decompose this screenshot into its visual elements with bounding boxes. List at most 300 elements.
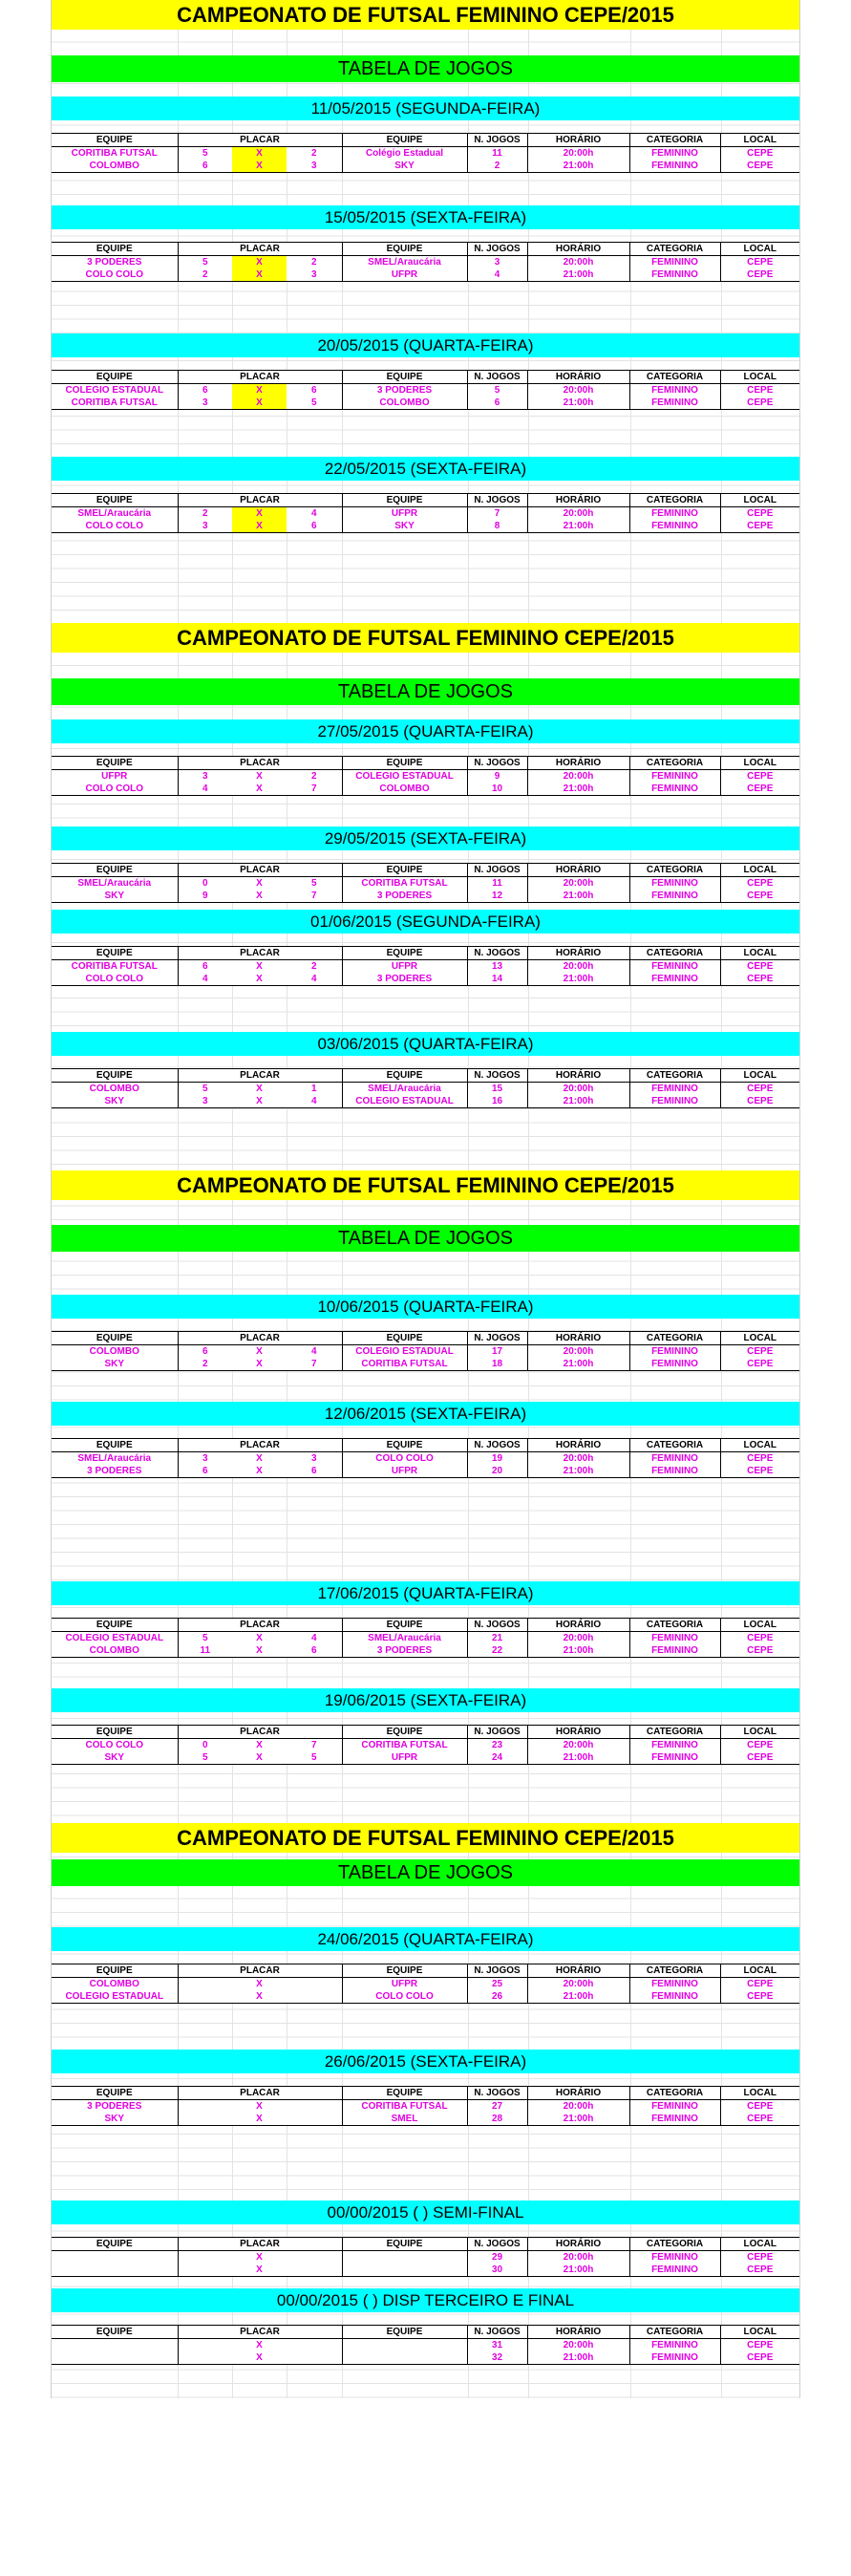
game-location: CEPE	[720, 520, 799, 533]
game-category: FEMININO	[629, 877, 720, 891]
match-day-date: 24/06/2015 (QUARTA-FEIRA)	[52, 1927, 799, 1951]
game-number: 9	[467, 770, 527, 784]
score-separator: X	[256, 2251, 263, 2263]
header-away-team: EQUIPE	[342, 371, 467, 384]
match-day-date: 20/05/2015 (QUARTA-FEIRA)	[52, 333, 799, 357]
away-score	[287, 2113, 342, 2126]
game-location: CEPE	[720, 890, 799, 903]
game-time: 20:00h	[527, 770, 629, 784]
header-time: HORÁRIO	[527, 1726, 629, 1739]
home-score: 9	[178, 890, 232, 903]
game-location: CEPE	[720, 268, 799, 282]
header-category: CATEGORIA	[629, 1726, 720, 1739]
score-separator: X	[256, 1083, 263, 1094]
home-team: COLO COLO	[52, 783, 178, 796]
home-score	[178, 2113, 232, 2126]
game-time: 20:00h	[527, 1083, 629, 1096]
home-team	[52, 2264, 178, 2277]
header-score: PLACAR	[178, 2238, 342, 2251]
game-row	[52, 2264, 799, 2277]
away-team: COLO COLO	[342, 1990, 467, 2004]
match-day-date: 00/00/2015 ( ) DISP TERCEIRO E FINAL	[52, 2288, 799, 2312]
game-location: CEPE	[720, 397, 799, 410]
away-team: SMEL/Araucária	[342, 1083, 467, 1096]
game-time: 20:00h	[527, 384, 629, 397]
away-score: 2	[310, 256, 317, 268]
game-time: 21:00h	[527, 1465, 629, 1478]
away-score	[287, 2251, 342, 2265]
score-separator: X	[256, 960, 263, 972]
championship-title: CAMPEONATO DE FUTSAL FEMININO CEPE/2015	[52, 623, 799, 653]
header-category: CATEGORIA	[629, 2238, 720, 2251]
score-separator: X	[256, 2100, 263, 2112]
game-category: FEMININO	[629, 397, 720, 410]
header-category: CATEGORIA	[629, 1964, 720, 1978]
match-day-date: 11/05/2015 (SEGUNDA-FEIRA)	[52, 97, 799, 120]
header-category: CATEGORIA	[629, 2326, 720, 2339]
home-team: COLO COLO	[52, 520, 178, 533]
home-team	[52, 2351, 178, 2365]
home-team: SMEL/Araucária	[77, 877, 152, 889]
away-team: COLEGIO ESTADUAL	[342, 1345, 467, 1359]
header-location: LOCAL	[720, 494, 799, 507]
game-row	[52, 1632, 799, 1645]
game-row	[52, 973, 799, 986]
home-score	[178, 1990, 232, 2004]
score-separator: X	[232, 268, 287, 282]
header-time: HORÁRIO	[527, 2238, 629, 2251]
home-team: COLEGIO ESTADUAL	[65, 384, 164, 396]
away-team: 3 PODERES	[342, 890, 467, 903]
game-category: FEMININO	[629, 1452, 720, 1466]
game-time: 21:00h	[527, 1358, 629, 1371]
header-home-team: EQUIPE	[52, 864, 178, 877]
game-category: FEMININO	[629, 1465, 720, 1478]
home-team: UFPR	[101, 770, 128, 782]
header-away-team: EQUIPE	[342, 757, 467, 770]
header-away-team: EQUIPE	[342, 947, 467, 960]
header-home-team: EQUIPE	[52, 947, 178, 960]
away-score	[287, 1990, 342, 2004]
game-number: 11	[467, 877, 527, 891]
home-score: 5	[178, 1751, 232, 1765]
header-location: LOCAL	[720, 1439, 799, 1452]
away-team: SKY	[342, 160, 467, 173]
game-row	[52, 1739, 799, 1752]
score-separator: X	[232, 1990, 287, 2004]
away-team: UFPR	[342, 1978, 467, 1991]
header-category: CATEGORIA	[629, 134, 720, 147]
game-time: 20:00h	[527, 1632, 629, 1645]
match-day-date: 19/06/2015 (SEXTA-FEIRA)	[52, 1688, 799, 1712]
game-time: 20:00h	[527, 1452, 629, 1466]
table-header-row	[52, 1726, 799, 1739]
match-day-date: 00/00/2015 ( ) SEMI-FINAL	[52, 2200, 799, 2224]
game-category: FEMININO	[629, 147, 720, 161]
score-separator: X	[232, 1465, 287, 1478]
away-score: 7	[287, 1358, 342, 1371]
games-table	[52, 2325, 799, 2365]
away-score: 4	[310, 1345, 317, 1357]
header-score: PLACAR	[178, 1619, 342, 1632]
away-team: UFPR	[342, 507, 467, 521]
home-team: SKY	[52, 890, 178, 903]
game-number: 7	[467, 507, 527, 521]
game-number: 19	[467, 1452, 527, 1466]
game-category: FEMININO	[629, 1644, 720, 1658]
away-team: UFPR	[342, 1465, 467, 1478]
header-score: PLACAR	[178, 371, 342, 384]
away-score: 7	[310, 1739, 317, 1750]
away-score: 6	[287, 1465, 342, 1478]
header-score: PLACAR	[178, 757, 342, 770]
table-header-row	[52, 1964, 799, 1978]
home-team: 3 PODERES	[87, 2100, 142, 2112]
game-time: 21:00h	[527, 1751, 629, 1765]
game-row	[52, 384, 799, 397]
game-location: CEPE	[720, 2100, 799, 2114]
header-time: HORÁRIO	[527, 1439, 629, 1452]
table-header-row	[52, 134, 799, 147]
home-team: COLO COLO	[52, 973, 178, 986]
away-score: 4	[310, 1632, 317, 1643]
game-category: FEMININO	[629, 1345, 720, 1359]
home-team: SMEL/Araucária	[77, 1452, 152, 1464]
score-separator: X	[232, 973, 287, 986]
game-category: FEMININO	[629, 2251, 720, 2265]
away-score: 5	[310, 877, 317, 889]
games-table	[52, 370, 799, 410]
game-time: 20:00h	[527, 2251, 629, 2265]
header-away-team: EQUIPE	[342, 2326, 467, 2339]
home-score: 11	[178, 1644, 232, 1658]
score-separator: X	[232, 384, 287, 397]
away-score	[287, 2100, 342, 2114]
game-category: FEMININO	[629, 890, 720, 903]
away-team: SKY	[342, 520, 467, 533]
header-score: PLACAR	[178, 2087, 342, 2100]
away-score: 1	[310, 1083, 317, 1094]
game-time: 21:00h	[527, 1990, 629, 2004]
header-home-team: EQUIPE	[52, 1439, 178, 1452]
game-row	[52, 147, 799, 161]
home-score: 3	[178, 520, 232, 533]
game-number: 14	[467, 973, 527, 986]
header-category: CATEGORIA	[629, 371, 720, 384]
table-header-row	[52, 2326, 799, 2339]
table-header-row	[52, 757, 799, 770]
away-score	[287, 2264, 342, 2277]
game-number: 10	[467, 783, 527, 796]
games-table	[52, 2237, 799, 2277]
header-category: CATEGORIA	[629, 494, 720, 507]
away-score: 6	[310, 384, 317, 396]
header-home-team: EQUIPE	[52, 1964, 178, 1978]
game-time: 21:00h	[527, 1644, 629, 1658]
match-day-date: 26/06/2015 (SEXTA-FEIRA)	[52, 2050, 799, 2073]
game-category: FEMININO	[629, 2100, 720, 2114]
game-number: 30	[467, 2264, 527, 2277]
game-category: FEMININO	[629, 1095, 720, 1108]
score-separator: X	[256, 1739, 263, 1750]
games-table-heading: TABELA DE JOGOS	[52, 55, 799, 82]
game-number: 32	[467, 2351, 527, 2365]
header-home-team: EQUIPE	[52, 1069, 178, 1083]
game-location: CEPE	[720, 160, 799, 173]
game-row	[52, 520, 799, 533]
header-category: CATEGORIA	[629, 1332, 720, 1345]
header-game-number: N. JOGOS	[467, 757, 527, 770]
score-separator: X	[232, 1751, 287, 1765]
game-number: 12	[467, 890, 527, 903]
home-team: CORITIBA FUTSAL	[71, 147, 158, 159]
home-team: COLO COLO	[52, 268, 178, 282]
games-table	[52, 1725, 799, 1765]
game-category: FEMININO	[629, 1990, 720, 2004]
game-row	[52, 268, 799, 282]
spreadsheet	[51, 0, 800, 2398]
score-separator: X	[232, 2264, 287, 2277]
away-score: 4	[287, 973, 342, 986]
game-row	[52, 1345, 799, 1359]
game-time: 21:00h	[527, 973, 629, 986]
score-separator: X	[232, 1644, 287, 1658]
game-category: FEMININO	[629, 520, 720, 533]
header-game-number: N. JOGOS	[467, 243, 527, 256]
game-row	[52, 1452, 799, 1466]
header-home-team: EQUIPE	[52, 134, 178, 147]
header-time: HORÁRIO	[527, 134, 629, 147]
home-team: COLOMBO	[89, 1978, 139, 1989]
match-day-date: 27/05/2015 (QUARTA-FEIRA)	[52, 719, 799, 743]
header-game-number: N. JOGOS	[467, 1964, 527, 1978]
game-number: 4	[467, 268, 527, 282]
home-score: 5	[178, 1632, 232, 1645]
game-location: CEPE	[720, 507, 799, 521]
header-score: PLACAR	[178, 864, 342, 877]
game-category: FEMININO	[629, 770, 720, 784]
game-row	[52, 507, 799, 521]
game-number: 11	[467, 147, 527, 161]
header-away-team: EQUIPE	[342, 1619, 467, 1632]
home-team: SKY	[52, 2113, 178, 2126]
away-team: CORITIBA FUTSAL	[342, 1358, 467, 1371]
game-row	[52, 770, 799, 784]
header-location: LOCAL	[720, 864, 799, 877]
table-header-row	[52, 1439, 799, 1452]
header-time: HORÁRIO	[527, 243, 629, 256]
match-day-date: 17/06/2015 (QUARTA-FEIRA)	[52, 1581, 799, 1605]
away-team: CORITIBA FUTSAL	[342, 1739, 467, 1752]
game-category: FEMININO	[629, 783, 720, 796]
away-score	[287, 2351, 342, 2365]
away-team: 3 PODERES	[342, 973, 467, 986]
games-table	[52, 1438, 799, 1478]
game-time: 21:00h	[527, 160, 629, 173]
game-row	[52, 2251, 799, 2265]
game-location: CEPE	[720, 960, 799, 974]
header-time: HORÁRIO	[527, 947, 629, 960]
score-separator: X	[232, 1358, 287, 1371]
table-header-row	[52, 1619, 799, 1632]
game-category: FEMININO	[629, 1739, 720, 1752]
game-location: CEPE	[720, 2251, 799, 2265]
table-header-row	[52, 947, 799, 960]
game-time: 20:00h	[527, 256, 629, 269]
championship-title: CAMPEONATO DE FUTSAL FEMININO CEPE/2015	[52, 0, 799, 30]
score-separator: X	[232, 507, 287, 521]
games-table	[52, 1964, 799, 2004]
away-score: 2	[310, 147, 317, 159]
header-home-team: EQUIPE	[52, 757, 178, 770]
header-home-team: EQUIPE	[52, 371, 178, 384]
game-category: FEMININO	[629, 1978, 720, 1991]
score-separator: X	[232, 783, 287, 796]
away-team: COLEGIO ESTADUAL	[342, 1095, 467, 1108]
championship-title: CAMPEONATO DE FUTSAL FEMININO CEPE/2015	[52, 1823, 799, 1853]
header-game-number: N. JOGOS	[467, 494, 527, 507]
header-score: PLACAR	[178, 243, 342, 256]
match-day-date: 10/06/2015 (QUARTA-FEIRA)	[52, 1295, 799, 1319]
game-location: CEPE	[720, 973, 799, 986]
away-team	[342, 2264, 467, 2277]
game-row	[52, 397, 799, 410]
game-location: CEPE	[720, 1632, 799, 1645]
game-location: CEPE	[720, 1751, 799, 1765]
header-location: LOCAL	[720, 134, 799, 147]
game-row	[52, 1083, 799, 1096]
header-time: HORÁRIO	[527, 1069, 629, 1083]
home-score	[178, 1978, 232, 1991]
score-separator: X	[232, 1095, 287, 1108]
game-number: 21	[467, 1632, 527, 1645]
header-game-number: N. JOGOS	[467, 947, 527, 960]
game-number: 23	[467, 1739, 527, 1752]
header-away-team: EQUIPE	[342, 243, 467, 256]
score-separator: X	[232, 160, 287, 173]
games-table	[52, 1068, 799, 1108]
home-score: 4	[178, 973, 232, 986]
header-home-team: EQUIPE	[52, 494, 178, 507]
games-table	[52, 493, 799, 533]
header-home-team: EQUIPE	[52, 1619, 178, 1632]
game-row	[52, 2351, 799, 2365]
header-location: LOCAL	[720, 1964, 799, 1978]
game-time: 20:00h	[527, 1345, 629, 1359]
away-score: 3	[287, 268, 342, 282]
home-score: 3	[178, 1452, 232, 1466]
header-score: PLACAR	[178, 494, 342, 507]
game-row	[52, 877, 799, 891]
game-location: CEPE	[720, 770, 799, 784]
away-score: 4	[287, 1095, 342, 1108]
header-location: LOCAL	[720, 1726, 799, 1739]
header-home-team: EQUIPE	[52, 2326, 178, 2339]
game-row	[52, 1644, 799, 1658]
game-number: 5	[467, 384, 527, 397]
home-team	[52, 2251, 178, 2265]
home-score: 6	[178, 384, 232, 397]
game-category: FEMININO	[629, 960, 720, 974]
away-team: UFPR	[342, 1751, 467, 1765]
game-row	[52, 2339, 799, 2352]
home-score: 0	[178, 877, 232, 891]
away-score: 6	[287, 520, 342, 533]
header-time: HORÁRIO	[527, 1619, 629, 1632]
away-score	[287, 2339, 342, 2352]
game-location: CEPE	[720, 1990, 799, 2004]
game-time: 20:00h	[527, 507, 629, 521]
games-table	[52, 756, 799, 796]
header-location: LOCAL	[720, 2238, 799, 2251]
game-row	[52, 1751, 799, 1765]
game-row	[52, 256, 799, 269]
header-home-team: EQUIPE	[52, 243, 178, 256]
home-score: 3	[178, 397, 232, 410]
header-away-team: EQUIPE	[342, 864, 467, 877]
game-category: FEMININO	[629, 384, 720, 397]
header-home-team: EQUIPE	[52, 1726, 178, 1739]
header-score: PLACAR	[178, 134, 342, 147]
away-team: COLOMBO	[342, 783, 467, 796]
home-score: 6	[178, 960, 232, 974]
header-score: PLACAR	[178, 2326, 342, 2339]
game-category: FEMININO	[629, 1358, 720, 1371]
header-category: CATEGORIA	[629, 1619, 720, 1632]
score-separator: X	[232, 256, 287, 269]
game-number: 29	[467, 2251, 527, 2265]
game-location: CEPE	[720, 1083, 799, 1096]
game-number: 26	[467, 1990, 527, 2004]
game-location: CEPE	[720, 1465, 799, 1478]
home-score: 5	[178, 1083, 232, 1096]
game-category: FEMININO	[629, 2339, 720, 2352]
home-score: 2	[178, 507, 232, 521]
header-time: HORÁRIO	[527, 494, 629, 507]
header-category: CATEGORIA	[629, 864, 720, 877]
header-home-team: EQUIPE	[52, 2087, 178, 2100]
game-category: FEMININO	[629, 268, 720, 282]
game-category: FEMININO	[629, 256, 720, 269]
game-number: 13	[467, 960, 527, 974]
game-row	[52, 160, 799, 173]
home-team: COLOMBO	[89, 1083, 139, 1094]
score-separator: X	[232, 2113, 287, 2126]
away-team: UFPR	[342, 960, 467, 974]
table-header-row	[52, 2087, 799, 2100]
header-score: PLACAR	[178, 1069, 342, 1083]
header-location: LOCAL	[720, 243, 799, 256]
header-game-number: N. JOGOS	[467, 1619, 527, 1632]
games-table	[52, 1331, 799, 1371]
game-location: CEPE	[720, 2339, 799, 2352]
home-team: SMEL/Araucária	[77, 507, 152, 519]
header-location: LOCAL	[720, 757, 799, 770]
table-header-row	[52, 494, 799, 507]
table-header-row	[52, 1069, 799, 1083]
away-team: COLO COLO	[342, 1452, 467, 1466]
home-score: 6	[178, 160, 232, 173]
match-day-date: 01/06/2015 (SEGUNDA-FEIRA)	[52, 910, 799, 934]
game-number: 16	[467, 1095, 527, 1108]
score-separator: X	[232, 147, 287, 161]
match-day-date: 15/05/2015 (SEXTA-FEIRA)	[52, 205, 799, 229]
championship-title: CAMPEONATO DE FUTSAL FEMININO CEPE/2015	[52, 1170, 799, 1200]
game-number: 18	[467, 1358, 527, 1371]
header-score: PLACAR	[178, 947, 342, 960]
header-score: PLACAR	[178, 1439, 342, 1452]
games-table	[52, 1618, 799, 1658]
